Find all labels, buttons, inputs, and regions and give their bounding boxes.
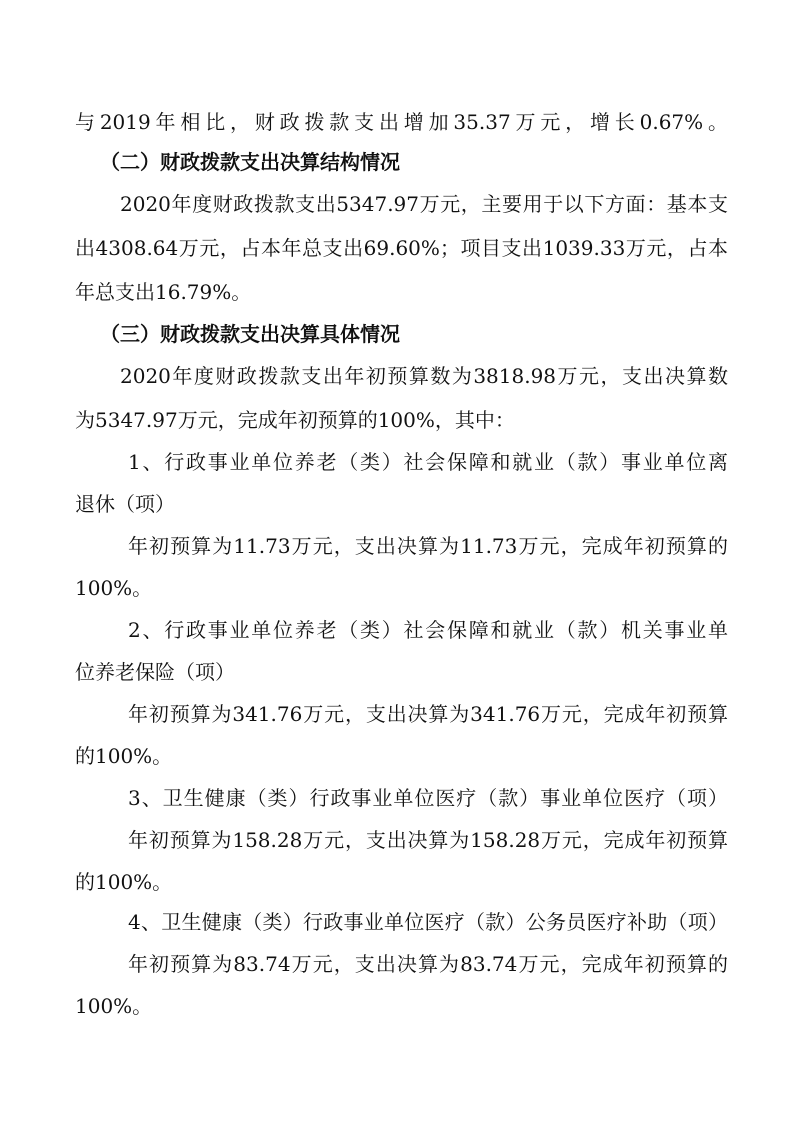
text-line: 与2019年相比，财政拨款支出增加35.37万元，增长0.67%。 — [75, 110, 728, 134]
list-item-line — [0, 862, 793, 902]
heading-text: （三）财政拨款支出决算具体情况 — [100, 322, 400, 346]
list-item-line — [0, 442, 793, 482]
text-line: 出4308.64万元，占本年总支出69.60%；项目支出1039.33万元，占本 — [75, 236, 728, 260]
text-line: 为5347.97万元，完成年初预算的100%，其中： — [75, 408, 515, 432]
paragraph-line — [0, 400, 793, 440]
text-line: 的100%。 — [75, 870, 173, 894]
text-line: 位养老保险（项） — [75, 660, 235, 684]
text-line: 年初预算为158.28万元，支出决算为158.28万元，完成年初预算 — [128, 828, 728, 852]
list-item-line — [0, 902, 793, 942]
list-item-line — [0, 820, 793, 860]
text-line: 4、卫生健康（类）行政事业单位医疗（款）公务员医疗补助（项） — [128, 910, 728, 934]
list-item-line — [0, 610, 793, 650]
heading-text: （二）财政拨款支出决算结构情况 — [100, 150, 400, 174]
paragraph-line — [0, 102, 793, 142]
text-line: 100%。 — [75, 576, 153, 600]
list-item-line — [0, 736, 793, 776]
list-item-line — [0, 986, 793, 1026]
list-item-line — [0, 568, 793, 608]
text-line: 1、行政事业单位养老（类）社会保障和就业（款）事业单位离 — [128, 450, 728, 474]
text-line: 2、行政事业单位养老（类）社会保障和就业（款）机关事业单 — [128, 618, 728, 642]
text-line: 年总支出16.79%。 — [75, 280, 252, 304]
section-heading-3 — [0, 314, 793, 354]
list-item-line — [0, 526, 793, 566]
text-line: 年初预算为11.73万元，支出决算为11.73万元，完成年初预算的 — [128, 534, 728, 558]
list-item-line — [0, 652, 793, 692]
text-line: 2020年度财政拨款支出年初预算数为3818.98万元，支出决算数 — [120, 364, 728, 388]
paragraph-line — [0, 356, 793, 396]
paragraph-line — [0, 272, 793, 312]
paragraph-line — [0, 184, 793, 224]
section-heading-2 — [0, 142, 793, 182]
list-item-line — [0, 944, 793, 984]
list-item-line — [0, 778, 793, 818]
text-line: 100%。 — [75, 994, 153, 1018]
list-item-line — [0, 694, 793, 734]
text-line: 3、卫生健康（类）行政事业单位医疗（款）事业单位医疗（项） — [128, 786, 728, 810]
text-line: 2020年度财政拨款支出5347.97万元，主要用于以下方面：基本支 — [120, 192, 728, 216]
text-line: 的100%。 — [75, 744, 173, 768]
text-line: 退休（项） — [75, 492, 175, 516]
list-item-line — [0, 484, 793, 524]
paragraph-line — [0, 228, 793, 268]
text-line: 年初预算为83.74万元，支出决算为83.74万元，完成年初预算的 — [128, 952, 728, 976]
text-line: 年初预算为341.76万元，支出决算为341.76万元，完成年初预算 — [128, 702, 728, 726]
